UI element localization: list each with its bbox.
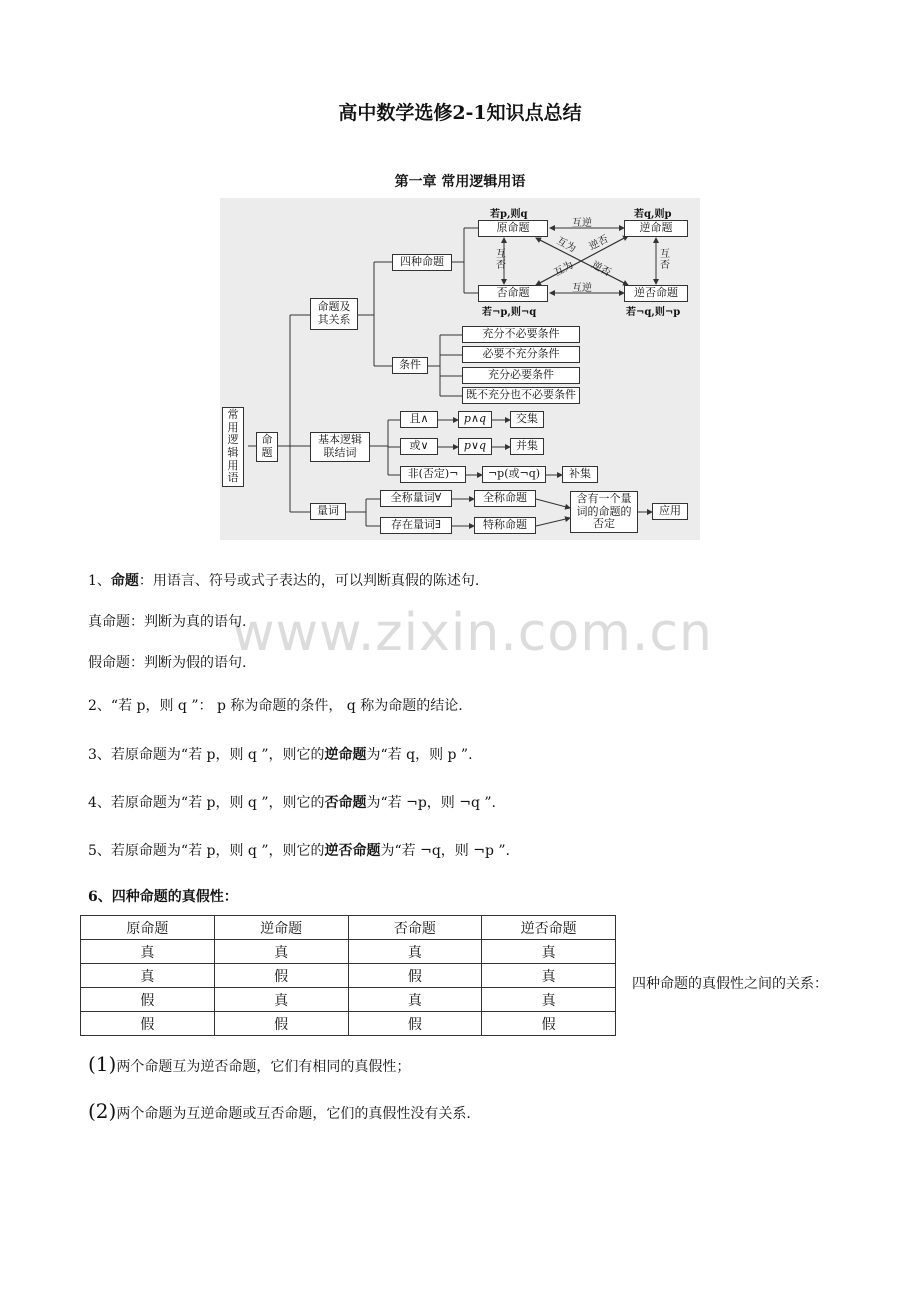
table-header: 逆否命题: [482, 916, 616, 940]
table-header: 逆命题: [214, 916, 348, 940]
universal-proposition-box: 全称命题: [474, 490, 536, 507]
converse-prop-box: 逆命题: [624, 220, 688, 237]
table-header: 否命题: [348, 916, 482, 940]
note-1-text: 两个命题互为逆否命题，它们有相同的真假性；: [116, 1059, 411, 1075]
branch-proposition-relations: 命题及其关系: [310, 298, 358, 330]
table-header-row: [81, 916, 616, 940]
table-cell: 假: [482, 1012, 616, 1036]
relation-side-note: 四种命题的真假性之间的关系：: [632, 976, 828, 992]
or-box: 或∨: [400, 438, 438, 455]
p-and-q-box: p∧q: [458, 411, 492, 428]
label-mutual-negation-left: 互否: [496, 249, 506, 271]
intersection-box: 交集: [510, 411, 544, 428]
union-box: 并集: [510, 438, 544, 455]
table-cell: 真: [348, 940, 482, 964]
table-cell: 真: [81, 940, 215, 964]
note-1: [88, 1052, 410, 1076]
diagram-connectors: [220, 198, 700, 540]
table-cell: 假: [348, 964, 482, 988]
item-2: 2、“若 p，则 q ”： p 称为命题的条件， q 称为命题的结论.: [88, 698, 463, 714]
label-mutual-negation-right: 互否: [660, 249, 670, 271]
quantifier-negation-box: 含有一个量词的命题的否定: [570, 491, 638, 533]
inverse-prop-box: 否命题: [478, 285, 548, 302]
chapter-title: 第一章 常用逻辑用语: [394, 174, 526, 190]
table-header: 原命题: [81, 916, 215, 940]
table-cell: 真: [214, 940, 348, 964]
table-cell: 真: [214, 988, 348, 1012]
table-cell: 真: [482, 964, 616, 988]
item-3: 3、若原命题为“若 p，则 q ”，则它的逆命题为“若 q，则 p ”.: [88, 747, 473, 763]
item-1: 1、命题：用语言、符号或式子表达的，可以判断真假的陈述句.: [88, 573, 480, 589]
table-row: [81, 940, 616, 964]
proposition-box: 命题: [256, 432, 278, 462]
table-cell: 真: [482, 988, 616, 1012]
table-cell: 真: [81, 964, 215, 988]
note-2: [88, 1099, 471, 1123]
condition-3: 充分必要条件: [462, 367, 580, 384]
complement-box: 补集: [562, 466, 598, 483]
condition-2: 必要不充分条件: [462, 346, 580, 363]
label-mutual-converse-top: 互逆: [572, 218, 592, 229]
note-2-number: (2): [88, 1099, 117, 1123]
p-or-q-box: p∨q: [458, 438, 492, 455]
label-original: 若p,则q: [490, 209, 528, 220]
true-proposition-def: 真命题：判断为真的语句.: [88, 614, 247, 630]
concept-map-diagram: [220, 198, 700, 540]
branch-logical-connectives: 基本逻辑联结词: [310, 432, 370, 462]
note-1-number: (1): [88, 1052, 117, 1076]
page-title: 高中数学选修2-1知识点总结: [338, 102, 582, 124]
watermark: www.zixin.com.cn: [232, 603, 713, 663]
table-cell: 假: [214, 1012, 348, 1036]
table-row: [81, 964, 616, 988]
original-prop-box: 原命题: [478, 220, 548, 237]
condition-4: 既不充分也不必要条件: [462, 387, 580, 404]
table-cell: 真: [482, 940, 616, 964]
label-cross-a: 互为: [554, 235, 578, 255]
label-inverse: 若¬p,则¬q: [482, 307, 537, 318]
label-contrapositive: 若¬q,则¬p: [626, 307, 681, 318]
condition-1: 充分不必要条件: [462, 326, 580, 343]
existential-quantifier-box: 存在量词∃: [380, 517, 452, 534]
table-cell: 假: [81, 988, 215, 1012]
and-box: 且∧: [400, 411, 438, 428]
label-cross-c: 互为: [552, 259, 576, 279]
false-proposition-def: 假命题：判断为假的语句.: [88, 655, 247, 671]
universal-quantifier-box: 全称量词∀: [380, 490, 452, 507]
condition-box: 条件: [392, 357, 428, 374]
not-p-box: ¬p(或¬q): [482, 466, 546, 483]
table-row: [81, 988, 616, 1012]
not-box: 非(否定)¬: [400, 466, 466, 483]
item-4: 4、若原命题为“若 p，则 q ”，则它的否命题为“若 ¬p，则 ¬q ”.: [88, 795, 496, 811]
item-5: 5、若原命题为“若 p，则 q ”，则它的逆否命题为“若 ¬q，则 ¬p ”.: [88, 843, 510, 859]
item-6: 6、四种命题的真假性：: [88, 889, 238, 905]
label-cross-d: 逆否: [589, 259, 613, 279]
label-cross-b: 逆否: [587, 233, 611, 253]
existential-proposition-box: 特称命题: [474, 517, 536, 534]
table-cell: 假: [214, 964, 348, 988]
four-kinds-box: 四种命题: [392, 254, 452, 271]
table-row: [81, 1012, 616, 1036]
label-mutual-converse-bottom: 互逆: [572, 283, 592, 294]
table-cell: 真: [348, 988, 482, 1012]
table-cell: 假: [348, 1012, 482, 1036]
application-box: 应用: [652, 503, 688, 520]
contrapositive-prop-box: 逆否命题: [624, 285, 688, 302]
truth-table: [80, 915, 616, 1036]
label-converse: 若q,则p: [634, 209, 672, 220]
table-cell: 假: [81, 1012, 215, 1036]
branch-quantifiers: 量词: [310, 503, 346, 520]
root-box: 常用逻辑用语: [222, 407, 244, 487]
note-2-text: 两个命题为互逆命题或互否命题，它们的真假性没有关系.: [116, 1106, 471, 1122]
